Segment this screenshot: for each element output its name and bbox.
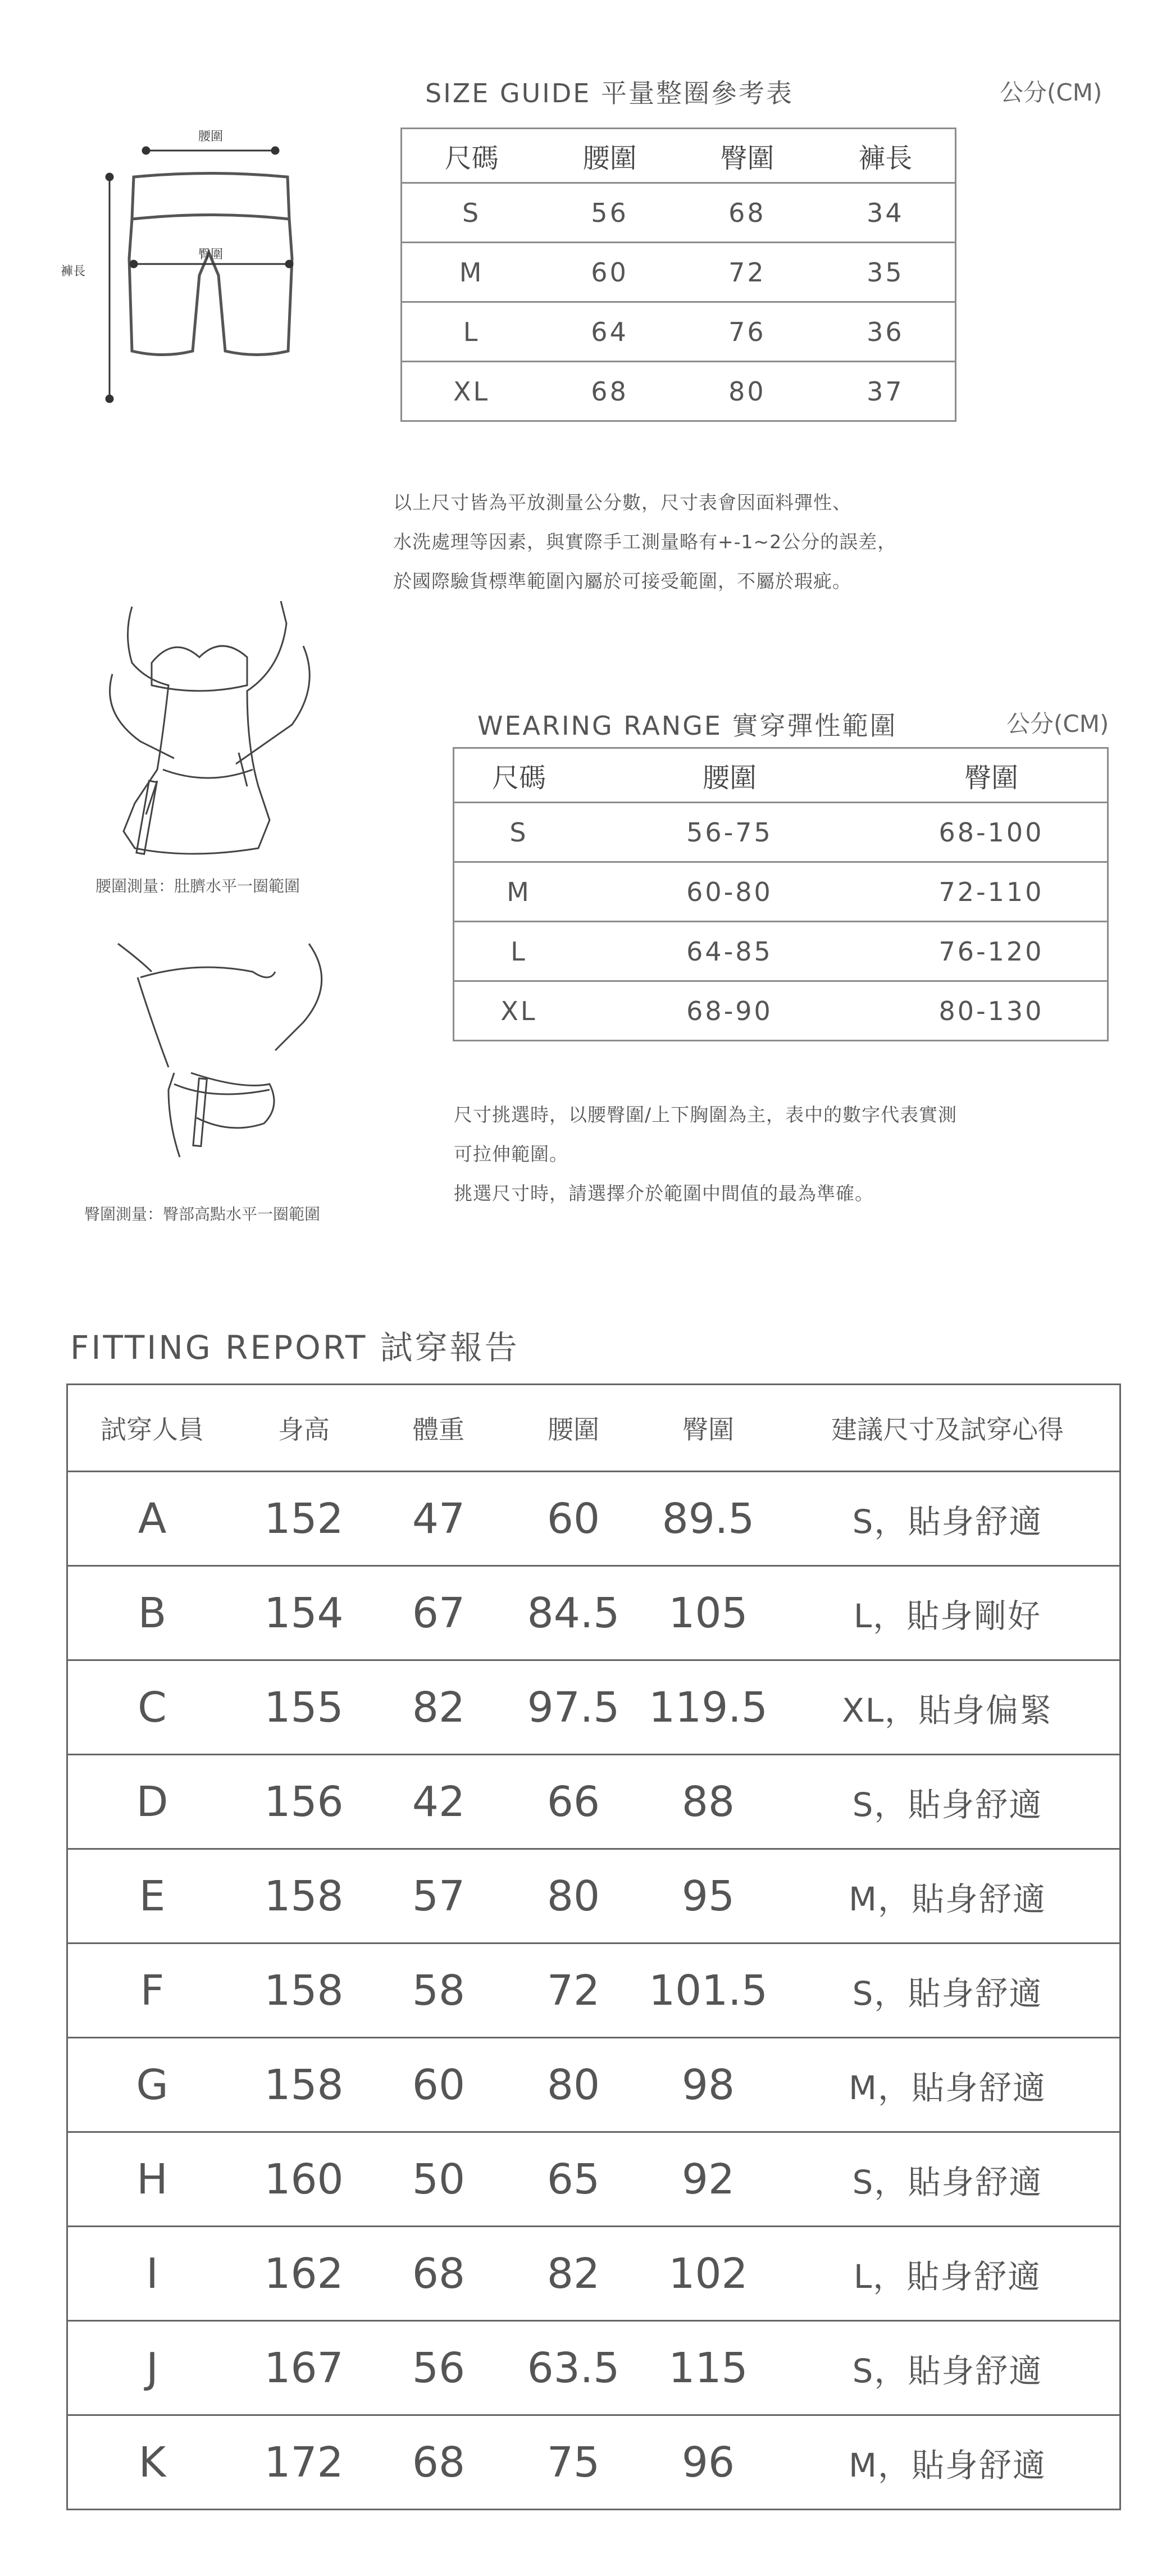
cell-recommendation: S，貼身舒適: [776, 2132, 1120, 2227]
cell-waist: 63.5: [506, 2321, 641, 2415]
cell-height: 152: [236, 1472, 371, 1566]
header-height: 身高: [236, 1385, 371, 1472]
shorts-diagram: [51, 124, 331, 416]
cell-recommendation: S，貼身舒適: [776, 2321, 1120, 2415]
cell-waist: 66: [506, 1755, 641, 1849]
table-row: [67, 2038, 1120, 2132]
waist-measure-illustration: [79, 601, 326, 865]
cell-size: S: [454, 803, 584, 862]
cell-recommendation: M，貼身舒適: [776, 2415, 1120, 2510]
cell-tester: H: [67, 2132, 237, 2227]
size-guide-title: SIZE GUIDE 平量整圈參考表: [425, 78, 794, 108]
cell-recommendation: XL，貼身偏緊: [776, 1660, 1120, 1755]
table-row: [67, 2227, 1120, 2321]
cell-height: 162: [236, 2227, 371, 2321]
cell-size: XL: [454, 981, 584, 1041]
cell-hip: 101.5: [641, 1944, 776, 2038]
cell-hip: 98: [641, 2038, 776, 2132]
diagram-hip-label: 臀圍: [198, 248, 224, 262]
cell-tester: F: [67, 1944, 237, 2038]
cell-waist: 65: [506, 2132, 641, 2227]
table-row: [454, 922, 1108, 981]
table-row: [402, 362, 956, 421]
cell-size: L: [402, 302, 541, 362]
wearing-range-note-line: 挑選尺寸時，請選擇介於範圍中間值的最為準確。: [454, 1182, 874, 1204]
cell-tester: J: [67, 2321, 237, 2415]
cell-hip: 76-120: [876, 922, 1108, 981]
cell-recommendation: S，貼身舒適: [776, 1944, 1120, 2038]
cell-size: L: [454, 922, 584, 981]
cell-length: 36: [816, 302, 956, 362]
header-recommendation: 建議尺寸及試穿心得: [776, 1385, 1120, 1472]
cell-length: 35: [816, 243, 956, 302]
hip-measure-illustration: [84, 938, 348, 1180]
table-header-row: [454, 748, 1108, 803]
cell-recommendation: S，貼身舒適: [776, 1472, 1120, 1566]
cell-hip: 72: [678, 243, 816, 302]
size-guide-table: [400, 128, 956, 422]
cell-length: 34: [816, 183, 956, 243]
header-size: 尺碼: [402, 129, 541, 183]
wearing-range-note-line: 可拉伸範圍。: [454, 1143, 568, 1165]
cell-tester: G: [67, 2038, 237, 2132]
table-row: [454, 981, 1108, 1041]
size-guide-notes: [393, 483, 896, 601]
table-row: [67, 2132, 1120, 2227]
cell-height: 155: [236, 1660, 371, 1755]
wearing-range-note-line: 尺寸挑選時，以腰臀圍/上下胸圍為主，表中的數字代表實測: [454, 1104, 958, 1126]
wearing-range-notes: [454, 1095, 957, 1213]
header-length: 褲長: [816, 129, 956, 183]
cell-recommendation: L，貼身舒適: [776, 2227, 1120, 2321]
cell-weight: 47: [371, 1472, 506, 1566]
table-row: [67, 1566, 1120, 1660]
cell-waist: 60: [541, 243, 678, 302]
cell-hip: 80-130: [876, 981, 1108, 1041]
cell-height: 172: [236, 2415, 371, 2510]
cell-weight: 42: [371, 1755, 506, 1849]
cell-height: 156: [236, 1755, 371, 1849]
size-guide-unit: 公分(CM): [1000, 79, 1102, 106]
cell-height: 158: [236, 1944, 371, 2038]
cell-waist: 56: [541, 183, 678, 243]
cell-tester: C: [67, 1660, 237, 1755]
cell-recommendation: M，貼身舒適: [776, 1849, 1120, 1944]
cell-tester: K: [67, 2415, 237, 2510]
wearing-range-title: WEARING RANGE 實穿彈性範圍: [477, 711, 897, 741]
cell-weight: 57: [371, 1849, 506, 1944]
table-header-row: [402, 129, 956, 183]
cell-hip: 119.5: [641, 1660, 776, 1755]
cell-hip: 68-100: [876, 803, 1108, 862]
cell-weight: 68: [371, 2415, 506, 2510]
cell-tester: I: [67, 2227, 237, 2321]
cell-hip: 76: [678, 302, 816, 362]
cell-recommendation: S，貼身舒適: [776, 1755, 1120, 1849]
cell-weight: 58: [371, 1944, 506, 2038]
cell-height: 158: [236, 2038, 371, 2132]
cell-waist: 80: [506, 2038, 641, 2132]
cell-waist: 84.5: [506, 1566, 641, 1660]
header-waist: 腰圍: [506, 1385, 641, 1472]
diagram-length-label: 褲長: [60, 265, 86, 279]
cell-length: 37: [816, 362, 956, 421]
header-hip: 臀圍: [641, 1385, 776, 1472]
size-guide-note-line: 以上尺寸皆為平放測量公分數，尺寸表會因面料彈性、: [393, 491, 851, 513]
hip-measure-caption: 臀圍測量：臀部高點水平一圈範圍: [84, 1205, 321, 1223]
table-row: [67, 1755, 1120, 1849]
size-guide-note-line: 於國際驗貨標準範圍內屬於可接受範圍，不屬於瑕疵。: [393, 570, 851, 592]
wearing-range-unit: 公分(CM): [1006, 710, 1109, 738]
table-row: [67, 2321, 1120, 2415]
table-row: [454, 862, 1108, 922]
cell-tester: A: [67, 1472, 237, 1566]
fitting-report-table: [66, 1383, 1121, 2510]
cell-hip: 105: [641, 1566, 776, 1660]
cell-waist: 64: [541, 302, 678, 362]
table-row: [67, 1472, 1120, 1566]
cell-waist: 97.5: [506, 1660, 641, 1755]
cell-size: M: [454, 862, 584, 922]
cell-waist: 68: [541, 362, 678, 421]
cell-recommendation: L，貼身剛好: [776, 1566, 1120, 1660]
table-header-row: [67, 1385, 1120, 1472]
cell-weight: 50: [371, 2132, 506, 2227]
diagram-waist-label: 腰圍: [198, 130, 224, 144]
cell-tester: B: [67, 1566, 237, 1660]
cell-size: XL: [402, 362, 541, 421]
cell-height: 167: [236, 2321, 371, 2415]
size-guide-note-line: 水洗處理等因素，與實際手工測量略有+-1~2公分的誤差，: [393, 531, 897, 553]
table-row: [402, 183, 956, 243]
wearing-range-table: [453, 747, 1109, 1041]
cell-waist: 80: [506, 1849, 641, 1944]
header-hip: 臀圍: [876, 748, 1108, 803]
cell-weight: 56: [371, 2321, 506, 2415]
header-waist: 腰圍: [584, 748, 876, 803]
header-waist: 腰圍: [541, 129, 678, 183]
cell-weight: 60: [371, 2038, 506, 2132]
cell-height: 160: [236, 2132, 371, 2227]
cell-hip: 95: [641, 1849, 776, 1944]
waist-measure-caption: 腰圍測量：肚臍水平一圈範圍: [95, 877, 300, 895]
cell-waist: 60: [506, 1472, 641, 1566]
cell-size: M: [402, 243, 541, 302]
cell-waist: 82: [506, 2227, 641, 2321]
cell-weight: 68: [371, 2227, 506, 2321]
fitting-report-title: FITTING REPORT 試穿報告: [70, 1328, 520, 1367]
cell-hip: 89.5: [641, 1472, 776, 1566]
header-tester: 試穿人員: [67, 1385, 237, 1472]
cell-weight: 82: [371, 1660, 506, 1755]
table-row: [402, 302, 956, 362]
cell-waist: 56-75: [584, 803, 876, 862]
table-row: [67, 1849, 1120, 1944]
cell-hip: 115: [641, 2321, 776, 2415]
cell-hip: 72-110: [876, 862, 1108, 922]
header-size: 尺碼: [454, 748, 584, 803]
cell-waist: 60-80: [584, 862, 876, 922]
cell-hip: 68: [678, 183, 816, 243]
cell-hip: 96: [641, 2415, 776, 2510]
cell-weight: 67: [371, 1566, 506, 1660]
cell-waist: 68-90: [584, 981, 876, 1041]
cell-waist: 75: [506, 2415, 641, 2510]
table-row: [454, 803, 1108, 862]
table-row: [67, 1944, 1120, 2038]
cell-hip: 80: [678, 362, 816, 421]
table-row: [67, 2415, 1120, 2510]
cell-waist: 64-85: [584, 922, 876, 981]
cell-waist: 72: [506, 1944, 641, 2038]
header-weight: 體重: [371, 1385, 506, 1472]
cell-recommendation: M，貼身舒適: [776, 2038, 1120, 2132]
cell-hip: 92: [641, 2132, 776, 2227]
cell-height: 154: [236, 1566, 371, 1660]
cell-tester: E: [67, 1849, 237, 1944]
cell-tester: D: [67, 1755, 237, 1849]
table-row: [402, 243, 956, 302]
cell-size: S: [402, 183, 541, 243]
cell-hip: 102: [641, 2227, 776, 2321]
header-hip: 臀圍: [678, 129, 816, 183]
table-row: [67, 1660, 1120, 1755]
cell-hip: 88: [641, 1755, 776, 1849]
cell-height: 158: [236, 1849, 371, 1944]
